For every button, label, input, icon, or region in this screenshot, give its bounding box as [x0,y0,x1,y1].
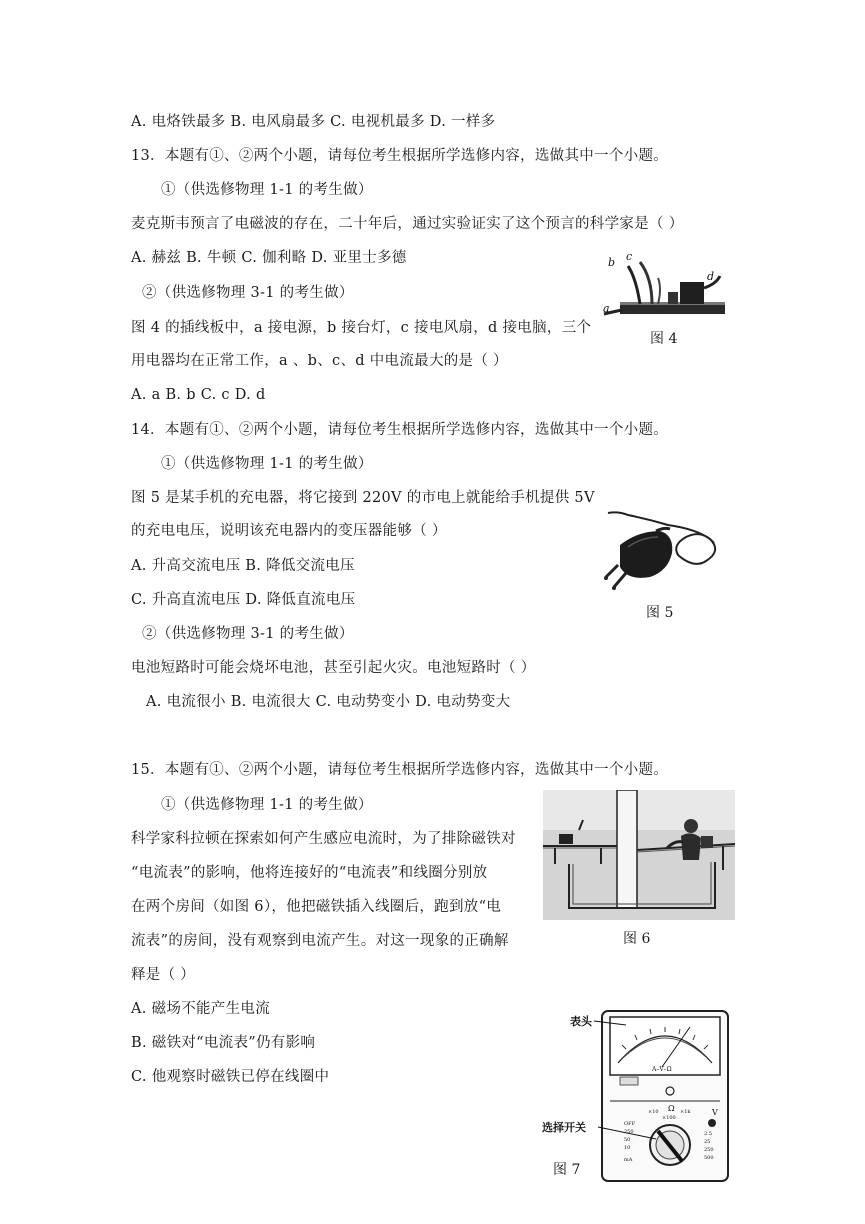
q15-part1-question-line4: 流表”的房间，没有观察到电流产生。对这一现象的正确解 [131,933,509,949]
fig7-mode-text: A–V–Ω [652,1066,672,1073]
q15-option-b: B. 磁铁对“电流表”仍有影响 [131,1035,316,1051]
fig7-volt-label: V [712,1108,718,1117]
q14-part2-options: A. 电流很小 B. 电流很大 C. 电动势变小 D. 电动势变大 [146,694,511,710]
q13-part1-options: A. 赫兹 B. 牛顿 C. 伽利略 D. 亚里士多德 [131,250,407,266]
fig7-off-label: OFF [624,1121,636,1127]
fig7-range-x10: ×10 [648,1109,659,1115]
fig7-range-4: 25 [704,1139,711,1145]
q13-part2-question-line1: 图 4 的插线板中，a 接电源，b 接台灯，c 接电风扇，d 接电脑，三个 [131,320,592,336]
fig7-ma-label: mA [624,1157,633,1163]
q12-options: A. 电烙铁最多 B. 电风扇最多 C. 电视机最多 D. 一样多 [131,114,496,130]
q15-part1-header: ①（供选修物理 1-1 的考生做） [161,797,373,813]
fig7-range-0: 250 [624,1129,634,1135]
fig7-ohm-label: Ω [668,1104,675,1113]
q15-part1-question-line3: 在两个房间（如图 6），他把磁铁插入线圈后，跑到放“电 [131,899,502,915]
figure-6-caption: 图 6 [623,931,651,947]
q13-part2-question-line2: 用电器均在正常工作，a 、b、c、d 中电流最大的是（ ） [131,353,508,369]
q14-part2-question: 电池短路时可能会烧坏电池，甚至引起火灾。电池短路时（ ） [131,660,536,676]
q15-part1-question-line5: 释是（ ） [131,967,196,983]
fig4-label-c: c [626,250,633,263]
q14-part1-options-ab: A. 升高交流电压 B. 降低交流电压 [131,558,355,574]
fig7-range-2: 10 [624,1145,631,1151]
q13-part2-header: ②（供选修物理 3-1 的考生做） [142,285,354,301]
q13-part1-header: ①（供选修物理 1-1 的考生做） [161,182,373,198]
fig4-label-b: b [608,256,616,269]
q14-part2-header: ②（供选修物理 3-1 的考生做） [142,626,354,642]
multimeter-image [540,1005,735,1185]
fig7-range-1: 50 [624,1137,631,1143]
fig7-range-3: 2.5 [704,1131,712,1137]
figure-5-caption: 图 5 [646,605,674,621]
fig7-range-x1k: ×1k [680,1109,691,1115]
figure-4-caption: 图 4 [650,331,678,347]
q15-option-c: C. 他观察时磁铁已停在线圈中 [131,1069,330,1085]
q14-part1-options-cd: C. 升高直流电压 D. 降低直流电压 [131,592,356,608]
fig7-range-5: 250 [704,1147,714,1153]
q15-part1-question-line1: 科学家科拉顿在探索如何产生感应电流时，为了排除磁铁对 [131,831,516,847]
q15-option-a: A. 磁场不能产生电流 [131,1001,270,1017]
fig7-range-x100: ×100 [662,1115,676,1121]
power-strip-image [600,248,735,323]
q13-part2-options: A. a B. b C. c D. d [131,387,266,403]
figure-6-experiment [543,790,735,920]
charger-image [598,505,728,597]
fig7-range-6: 500 [704,1155,714,1161]
figure-4-power-strip [600,248,735,323]
q15-stem: 15．本题有①、②两个小题，请每位考生根据所学选修内容，选做其中一个小题。 [131,762,669,778]
q13-stem: 13．本题有①、②两个小题，请每位考生根据所学选修内容，选做其中一个小题。 [131,148,669,164]
fig4-label-a: a [603,302,610,315]
fig4-label-d: d [707,270,715,283]
q15-part1-question-line2: “电流表”的影响，他将连接好的“电流表”和线圈分别放 [131,865,488,881]
q14-part1-question-line2: 的充电电压，说明该充电器内的变压器能够（ ） [131,523,447,539]
fig7-selector-label: 选择开关 [542,1121,586,1134]
experiment-image [543,790,735,920]
figure-5-charger [598,505,728,597]
q14-part1-question-line1: 图 5 是某手机的充电器，将它接到 220V 的市电上就能给手机提供 5V [131,490,595,506]
q13-part1-question: 麦克斯韦预言了电磁波的存在，二十年后，通过实验证实了这个预言的科学家是（ ） [131,216,684,232]
fig7-meter-head-label: 表头 [570,1015,592,1028]
q14-stem: 14．本题有①、②两个小题，请每位考生根据所学选修内容，选做其中一个小题。 [131,422,669,438]
figure-7-multimeter [540,1005,735,1185]
figure-7-caption: 图 7 [553,1162,581,1178]
q14-part1-header: ①（供选修物理 1-1 的考生做） [161,456,373,472]
